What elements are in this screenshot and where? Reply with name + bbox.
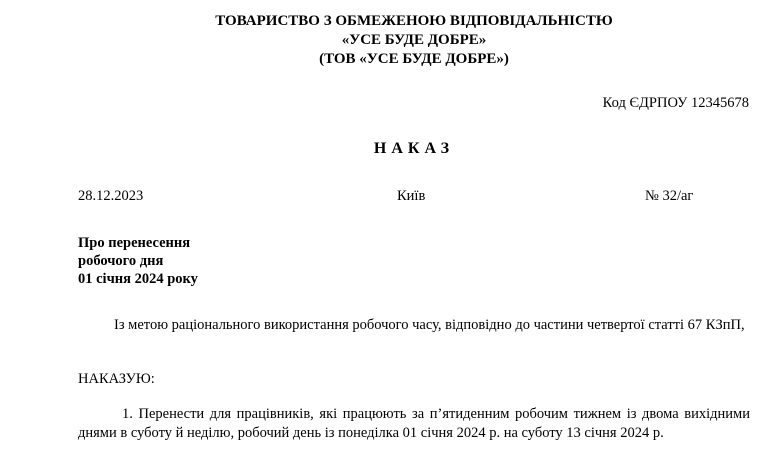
organization-header — [0, 12, 782, 69]
document-subject — [78, 234, 198, 288]
organization-name-line2: «УСЕ БУДЕ ДОБРЕ» — [341, 32, 487, 48]
document-date: 28.12.2023 — [78, 188, 144, 204]
order-word: НАКАЗУЮ: — [78, 371, 155, 387]
subject-line1: Про перенесення — [78, 235, 191, 251]
order-item-1: 1. Перенести для працівників, які працюють за п’ятиденним робочим тижнем із двома вихідними днями в суботу й неділю, робочий день із понеділка 01 січня 2024 р. на суботу 13 січня 2024 р. — [78, 406, 750, 441]
organization-short-name: (ТОВ «УСЕ БУДЕ ДОБРЕ») — [319, 51, 509, 67]
document-city: Київ — [397, 188, 426, 204]
document-title: НАКАЗ — [373, 140, 455, 157]
subject-line3: 01 січня 2024 року — [78, 271, 198, 287]
subject-line2: робочого дня — [78, 253, 164, 269]
edrpou-code: Код ЄДРПОУ 12345678 — [602, 95, 749, 111]
organization-name-line1: ТОВАРИСТВО З ОБМЕЖЕНОЮ ВІДПОВІДАЛЬНІСТЮ — [215, 13, 613, 29]
preamble-paragraph: Із метою раціонального використання робочого часу, відповідно до частини четвертої статті 67 КЗпП, — [114, 317, 745, 333]
document-number: № 32/аг — [645, 188, 694, 204]
